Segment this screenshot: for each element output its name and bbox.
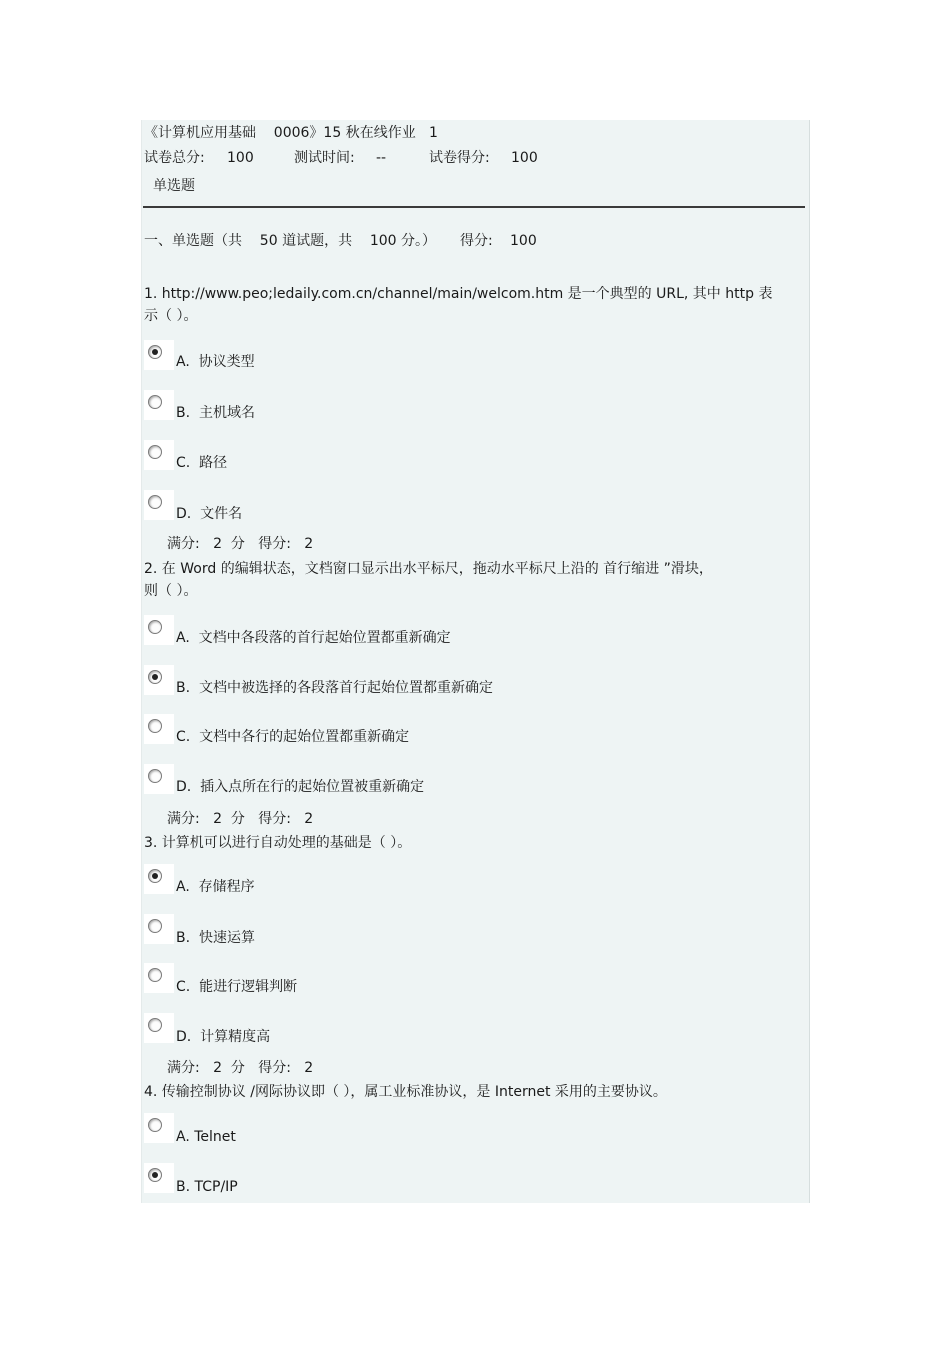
header-divider bbox=[143, 206, 805, 208]
radio-button-q1-a[interactable] bbox=[144, 340, 174, 370]
radio-button-q3-d[interactable] bbox=[144, 1013, 174, 1043]
radio-button-q4-b[interactable] bbox=[144, 1163, 174, 1193]
question-4-text: 4. 传输控制协议 /网际协议即（ ），属工业标准协议，是 Internet 采用的主要协议。 bbox=[144, 1084, 667, 1100]
option-q3-c: C. 能进行逻辑判断 bbox=[176, 979, 298, 995]
radio-button-q1-c[interactable] bbox=[144, 440, 174, 470]
question-2-score: 满分: 2 分 得分: 2 bbox=[167, 811, 314, 827]
radio-button-q2-d[interactable] bbox=[144, 764, 174, 794]
option-q3-b: B. 快速运算 bbox=[176, 930, 255, 946]
question-1-text-cont: 示（ ）。 bbox=[144, 308, 198, 324]
radio-button-q3-a[interactable] bbox=[144, 864, 174, 894]
option-q2-c: C. 文档中各行的起始位置都重新确定 bbox=[176, 729, 410, 745]
question-2-text-cont: 则（ ）。 bbox=[144, 583, 198, 599]
radio-button-q4-a[interactable] bbox=[144, 1113, 174, 1143]
radio-button-q2-c[interactable] bbox=[144, 714, 174, 744]
test-time-value: -- bbox=[376, 150, 387, 166]
section-heading: 一、单选题（共 50 道试题，共 100 分。） bbox=[144, 233, 437, 249]
exam-title: 《计算机应用基础 0006》15 秋在线作业 1 bbox=[144, 125, 438, 141]
option-q4-a: A. Telnet bbox=[176, 1129, 236, 1145]
radio-button-q3-c[interactable] bbox=[144, 963, 174, 993]
question-3-text: 3. 计算机可以进行自动处理的基础是（ ）。 bbox=[144, 835, 412, 851]
option-q1-c: C. 路径 bbox=[176, 455, 228, 471]
total-score-value: 100 bbox=[227, 150, 254, 166]
option-q1-b: B. 主机域名 bbox=[176, 405, 255, 421]
radio-button-q1-d[interactable] bbox=[144, 490, 174, 520]
exam-score-value: 100 bbox=[511, 150, 538, 166]
option-q2-a: A. 文档中各段落的首行起始位置都重新确定 bbox=[176, 630, 451, 646]
option-q1-d: D. 文件名 bbox=[176, 506, 243, 522]
option-q3-d: D. 计算精度高 bbox=[176, 1029, 271, 1045]
question-2-text: 2. 在 Word 的编辑状态，文档窗口显示出水平标尺，拖动水平标尺上沿的 首行缩进 ”滑块， bbox=[144, 561, 713, 577]
section-score-label: 得分: bbox=[460, 233, 493, 249]
question-1-text: 1. http://www.peo;ledaily.com.cn/channel/main/welcom.htm 是一个典型的 URL, 其中 http 表 bbox=[144, 286, 773, 302]
option-q4-b: B. TCP/IP bbox=[176, 1179, 238, 1195]
radio-button-q2-b[interactable] bbox=[144, 665, 174, 695]
test-time-label: 测试时间: bbox=[294, 150, 355, 166]
radio-button-q3-b[interactable] bbox=[144, 914, 174, 944]
section-score-value: 100 bbox=[510, 233, 537, 249]
option-q3-a: A. 存储程序 bbox=[176, 879, 255, 895]
option-q1-a: A. 协议类型 bbox=[176, 354, 255, 370]
total-score-label: 试卷总分: bbox=[144, 150, 205, 166]
question-1-score: 满分: 2 分 得分: 2 bbox=[167, 536, 314, 552]
question-3-score: 满分: 2 分 得分: 2 bbox=[167, 1060, 314, 1076]
option-q2-d: D. 插入点所在行的起始位置被重新确定 bbox=[176, 779, 425, 795]
exam-score-label: 试卷得分: bbox=[429, 150, 490, 166]
radio-button-q2-a[interactable] bbox=[144, 615, 174, 645]
radio-button-q1-b[interactable] bbox=[144, 390, 174, 420]
tab-single-choice[interactable]: 单选题 bbox=[153, 178, 195, 194]
option-q2-b: B. 文档中被选择的各段落首行起始位置都重新确定 bbox=[176, 680, 493, 696]
